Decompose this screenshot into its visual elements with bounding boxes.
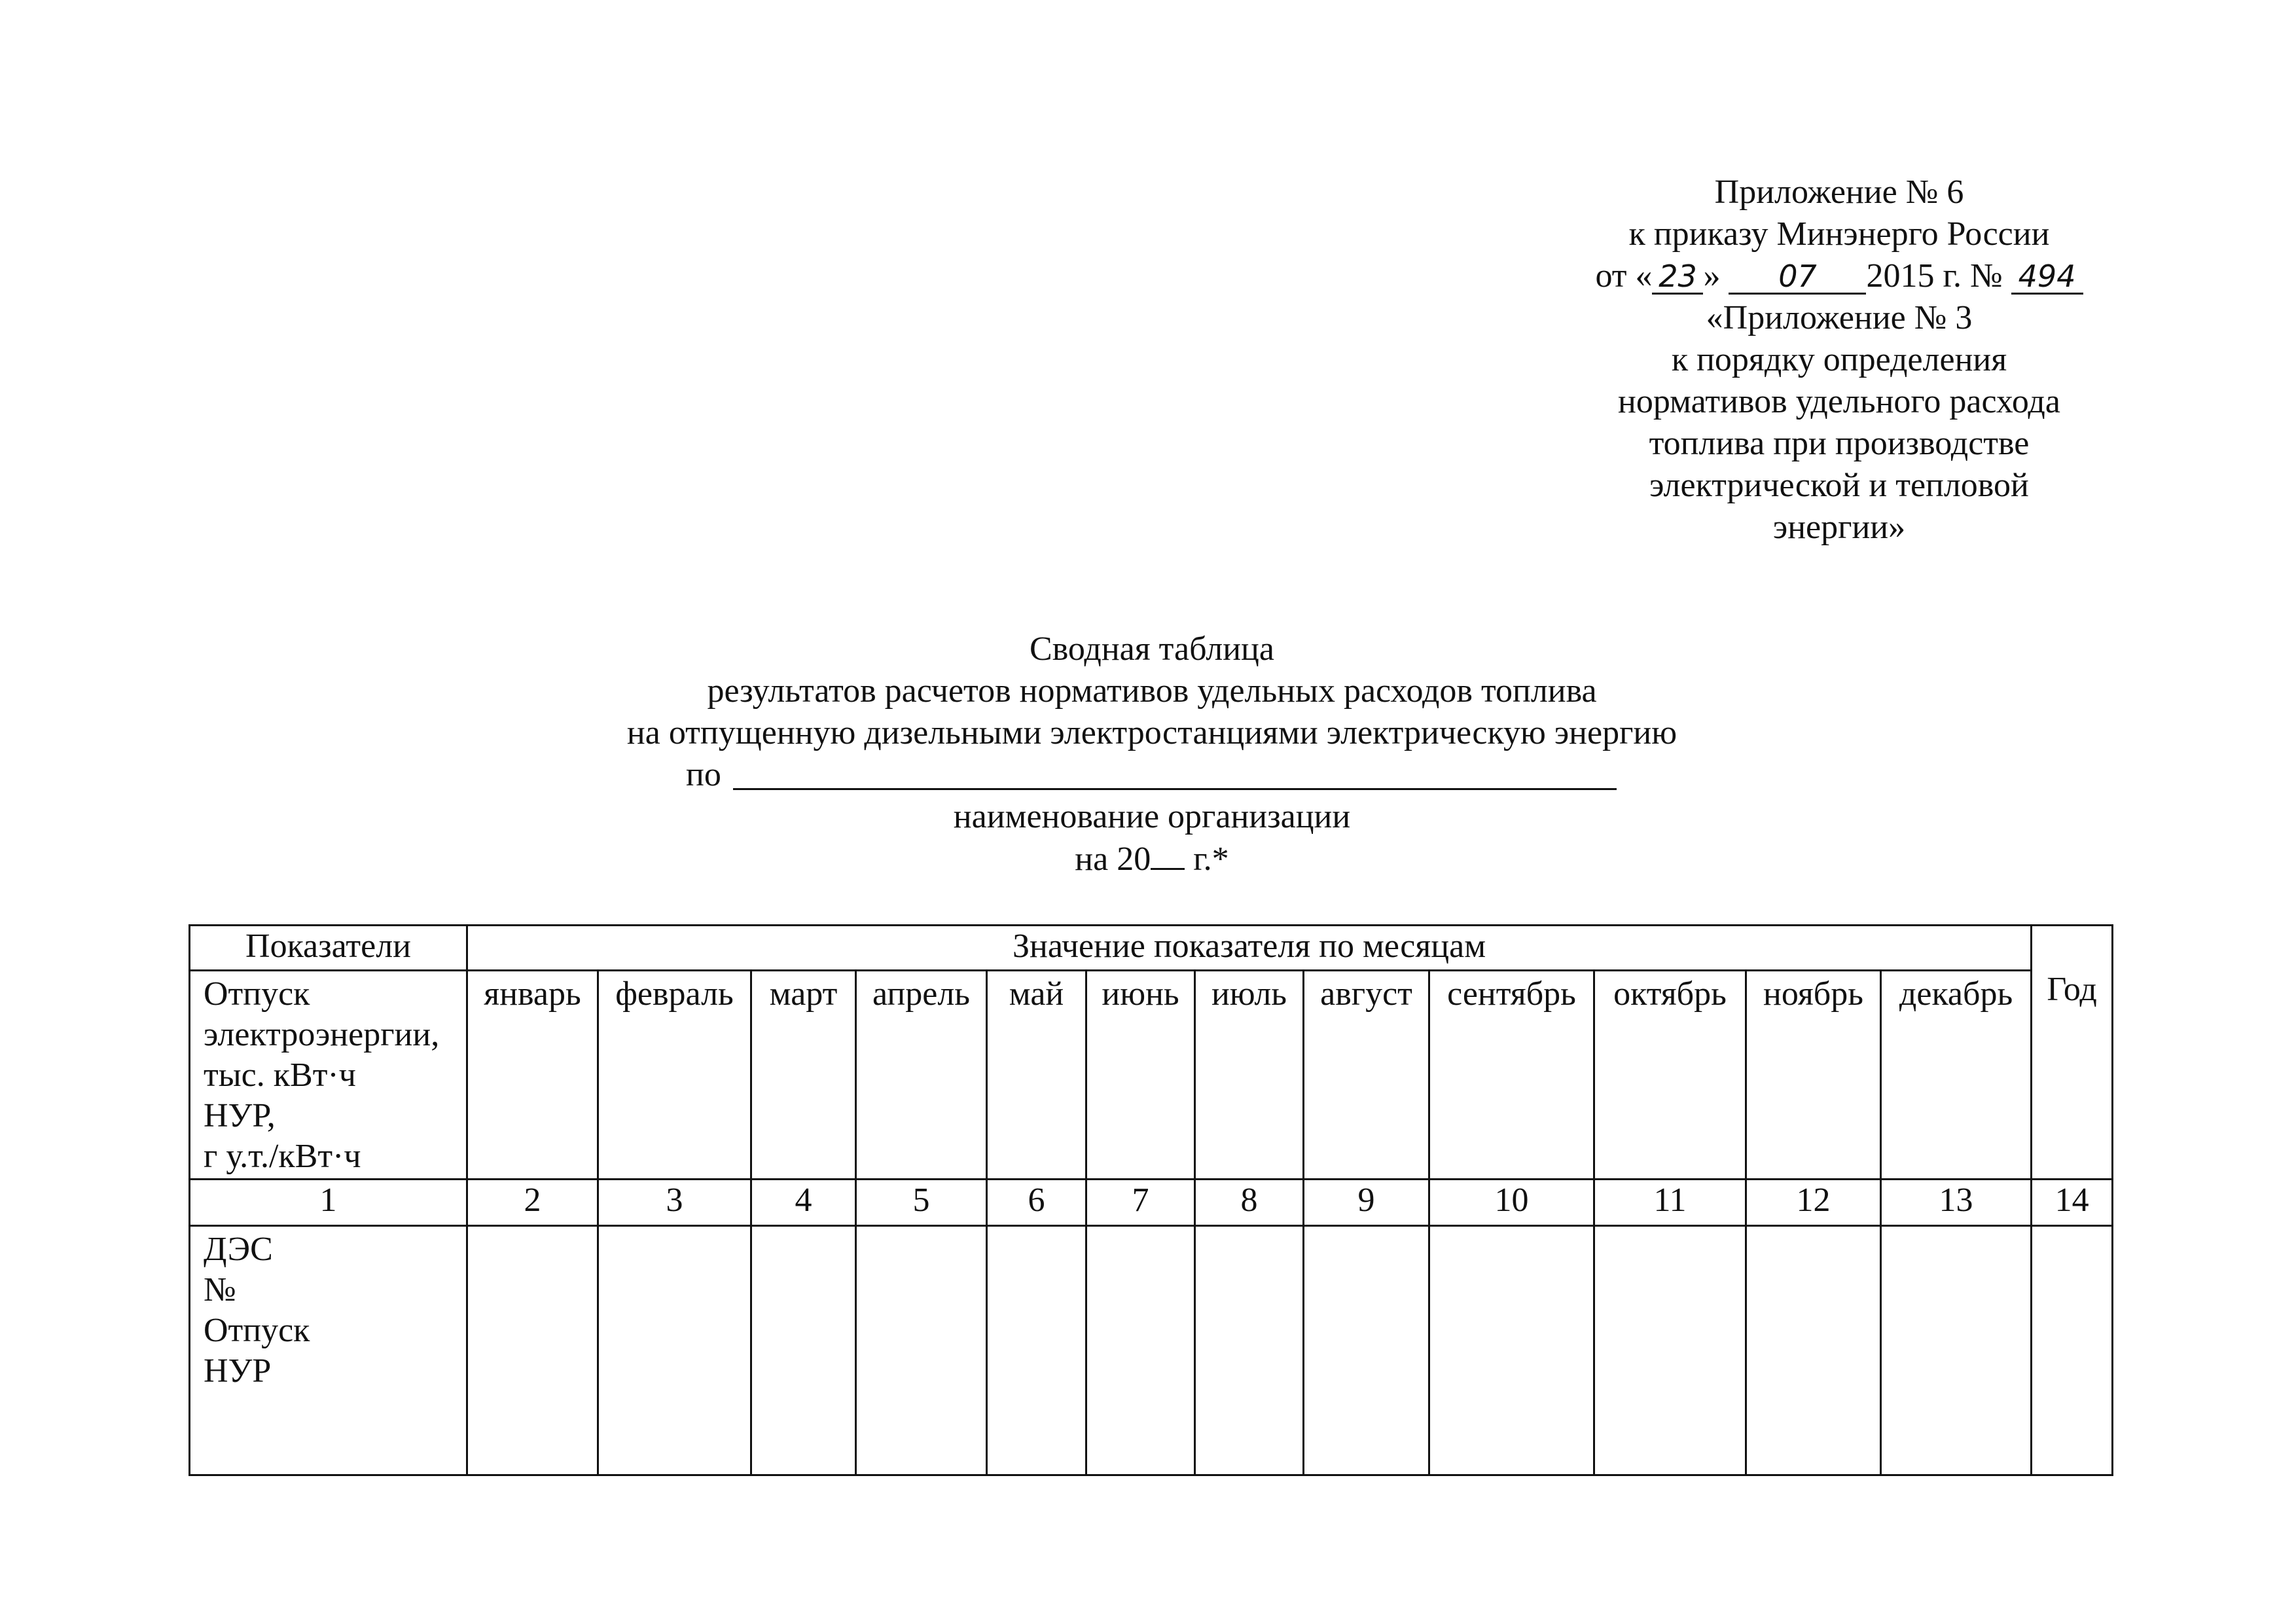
data-cell-year[interactable] xyxy=(2032,1226,2113,1475)
column-number-row xyxy=(190,1180,2113,1226)
column-number: 9 xyxy=(1304,1180,1429,1226)
column-number: 12 xyxy=(1746,1180,1881,1226)
indicator-line: НУР, xyxy=(204,1097,276,1134)
station-label-cell xyxy=(190,1226,467,1475)
month-january: январь xyxy=(467,971,598,1180)
organization-line xyxy=(458,754,1846,796)
column-number: 8 xyxy=(1195,1180,1304,1226)
data-cell-june[interactable] xyxy=(1086,1226,1195,1475)
column-number: 14 xyxy=(2032,1180,2113,1226)
handwritten-day: 23 xyxy=(1652,260,1703,295)
month-may: май xyxy=(987,971,1086,1180)
appendix-order-ref: к приказу Минэнерго России xyxy=(1628,215,2050,253)
station-line: № xyxy=(204,1271,236,1308)
organization-blank[interactable] xyxy=(733,788,1617,790)
header-year: Год xyxy=(2032,926,2113,1180)
date-suffix: 2015 г. № xyxy=(1866,257,2003,295)
data-cell-may[interactable] xyxy=(987,1226,1086,1475)
month-march: март xyxy=(751,971,856,1180)
year-prefix: на 20 xyxy=(1075,840,1151,878)
month-october: октябрь xyxy=(1594,971,1746,1180)
appendix-number: Приложение № 6 xyxy=(1714,173,1964,211)
title-line-3: на отпущенную дизельными электростанциями электрическую энергию xyxy=(626,714,1677,751)
data-cell-september[interactable] xyxy=(1429,1226,1594,1475)
title-line-1: Сводная таблица xyxy=(1030,630,1274,668)
column-number: 5 xyxy=(856,1180,987,1226)
appendix-line-7: топлива при производстве xyxy=(1649,425,2030,462)
appendix-line-8: электрической и тепловой xyxy=(1649,467,2029,504)
column-number: 7 xyxy=(1086,1180,1195,1226)
column-number: 2 xyxy=(467,1180,598,1226)
data-cell-february[interactable] xyxy=(598,1226,751,1475)
date-prefix: от « xyxy=(1595,257,1653,295)
handwritten-order-number: 494 xyxy=(2011,260,2083,295)
month-february: февраль xyxy=(598,971,751,1180)
data-cell-march[interactable] xyxy=(751,1226,856,1475)
indicator-line: электроэнергии, xyxy=(204,1016,440,1053)
month-april: апрель xyxy=(856,971,987,1180)
indicator-line: г у.т./кВт·ч xyxy=(204,1138,361,1175)
month-june: июнь xyxy=(1086,971,1195,1180)
month-december: декабрь xyxy=(1881,971,2032,1180)
month-august: август xyxy=(1304,971,1429,1180)
column-number: 3 xyxy=(598,1180,751,1226)
appendix-header xyxy=(1525,171,2153,549)
appendix-date-line xyxy=(1525,255,2153,297)
appendix-line-5: к порядку определения xyxy=(1671,341,2007,378)
year-blank[interactable] xyxy=(1151,838,1185,870)
summary-table xyxy=(188,924,2113,1476)
column-number: 10 xyxy=(1429,1180,1594,1226)
data-cell-august[interactable] xyxy=(1304,1226,1429,1475)
month-header-row xyxy=(190,971,2113,1180)
station-line: НУР xyxy=(204,1352,272,1390)
organization-caption: наименование организации xyxy=(953,798,1351,835)
data-cell-july[interactable] xyxy=(1195,1226,1304,1475)
indicator-list xyxy=(190,971,467,1180)
po-label: по xyxy=(686,756,721,793)
header-months: Значение показателя по месяцам xyxy=(467,926,2032,971)
appendix-line-6: нормативов удельного расхода xyxy=(1618,383,2060,420)
data-cell-december[interactable] xyxy=(1881,1226,2032,1475)
title-line-2: результатов расчетов нормативов удельных расходов топлива xyxy=(707,672,1597,710)
station-data-row xyxy=(190,1226,2113,1475)
column-number: 6 xyxy=(987,1180,1086,1226)
handwritten-month: 07 xyxy=(1729,260,1866,295)
appendix-inner-number: «Приложение № 3 xyxy=(1706,299,1973,336)
year-suffix: г.* xyxy=(1185,840,1229,878)
indicator-line: Отпуск xyxy=(204,975,310,1013)
data-cell-april[interactable] xyxy=(856,1226,987,1475)
data-cell-january[interactable] xyxy=(467,1226,598,1475)
station-line: ДЭС xyxy=(204,1231,273,1268)
month-september: сентябрь xyxy=(1429,971,1594,1180)
indicator-line: тыс. кВт·ч xyxy=(204,1056,356,1094)
table-title-block xyxy=(458,628,1846,880)
date-mid: » xyxy=(1703,257,1721,295)
data-cell-october[interactable] xyxy=(1594,1226,1746,1475)
month-november: ноябрь xyxy=(1746,971,1881,1180)
month-july: июль xyxy=(1195,971,1304,1180)
column-number: 11 xyxy=(1594,1180,1746,1226)
station-line: Отпуск xyxy=(204,1312,310,1349)
column-number: 1 xyxy=(190,1180,467,1226)
table-header-row xyxy=(190,926,2113,971)
appendix-line-9: энергии» xyxy=(1772,509,1906,546)
data-cell-november[interactable] xyxy=(1746,1226,1881,1475)
column-number: 13 xyxy=(1881,1180,2032,1226)
header-indicators: Показатели xyxy=(190,926,467,971)
year-line xyxy=(458,838,1846,880)
column-number: 4 xyxy=(751,1180,856,1226)
